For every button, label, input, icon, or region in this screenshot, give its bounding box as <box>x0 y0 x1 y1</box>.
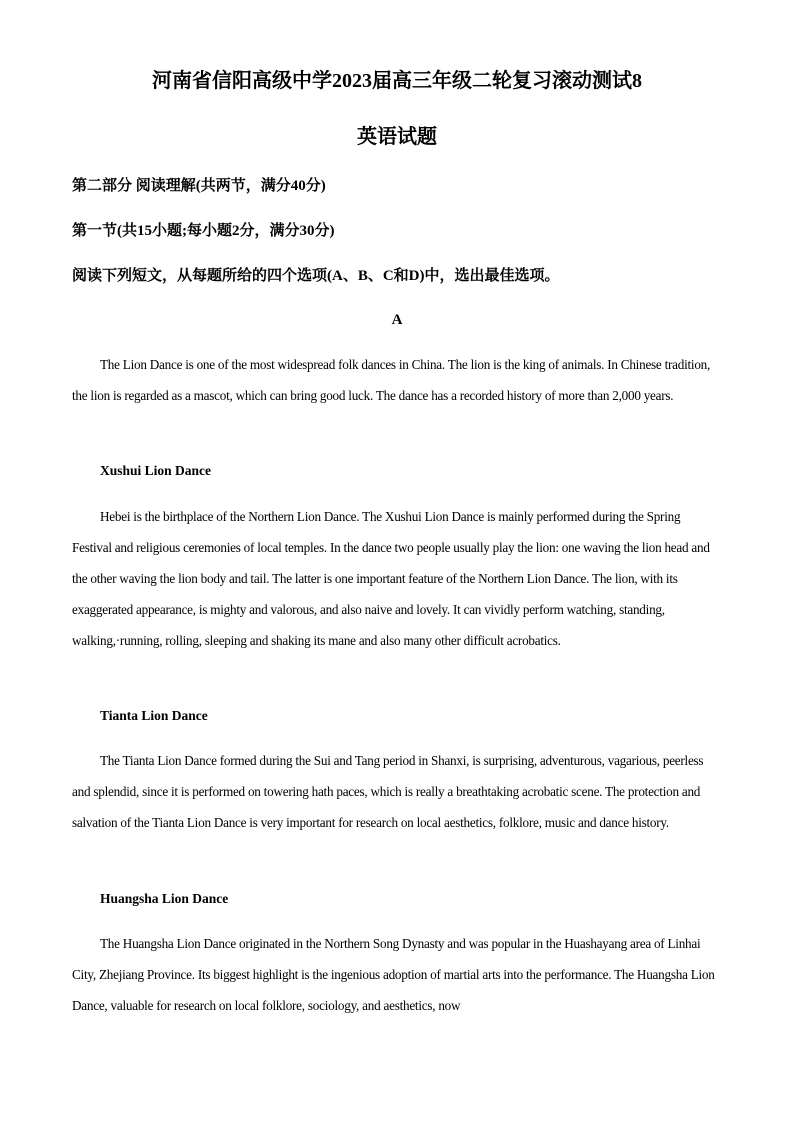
section-body-tianta: The Tianta Lion Dance formed during the Sui and Tang period in Shanxi, is surprising, adventurous, vagarious, peerless and splendid, since it is performed on towering hath paces, which is really a breathtaking acrobatic scene. The protection and salvation of the Tianta Lion Dance is very important for research on local aesthetics, folklore, music and dance history. <box>72 753 704 830</box>
passage-label: A <box>391 312 403 328</box>
section-heading-xushui: Xushui Lion Dance <box>100 463 212 478</box>
part-instruction: 第二部分 阅读理解(共两节，满分40分) <box>72 178 326 194</box>
exam-subtitle: 英语试题 <box>357 126 437 148</box>
exam-title: 河南省信阳高级中学2023届高三年级二轮复习滚动测试8 <box>152 70 642 92</box>
section-instruction: 第一节(共15小题;每小题2分，满分30分) <box>72 223 335 239</box>
section-body-huangsha: The Huangsha Lion Dance originated in the Northern Song Dynasty and was popular in the Huashayang area of Linhai City, Zhejiang Province. Its biggest highlight is the ingenious adoption of martial arts into the performance. The Huangsha Lion Dance, valuable for research on local folklore, sociology, and aesthetics, now <box>72 936 715 1013</box>
section-heading-tianta: Tianta Lion Dance <box>100 708 208 723</box>
intro-paragraph: The Lion Dance is one of the most widespread folk dances in China. The lion is the king of animals. In Chinese tradition, the lion is regarded as a mascot, which can bring good luck. The dance has a recorded history of more than 2,000 years. <box>72 357 711 403</box>
task-instruction: 阅读下列短文，从每题所给的四个选项(A、B、C和D)中，选出最佳选项。 <box>72 268 560 284</box>
section-body-xushui: Hebei is the birthplace of the Northern Lion Dance. The Xushui Lion Dance is mainly performed during the Spring Festival and religious ceremonies of local temples. In the dance two people usually play the lion: one waving the lion head and the other waving the lion body and tail. The latter is one important feature of the Northern Lion Dance. The lion, with its exaggerated appearance, is mighty and valorous, and also naive and lovely. It can vividly perform watching, standing, walking,·running, rolling, sleeping and shaking its mane and also many other difficult acrobatics. <box>72 509 710 648</box>
section-heading-huangsha: Huangsha Lion Dance <box>100 891 229 906</box>
